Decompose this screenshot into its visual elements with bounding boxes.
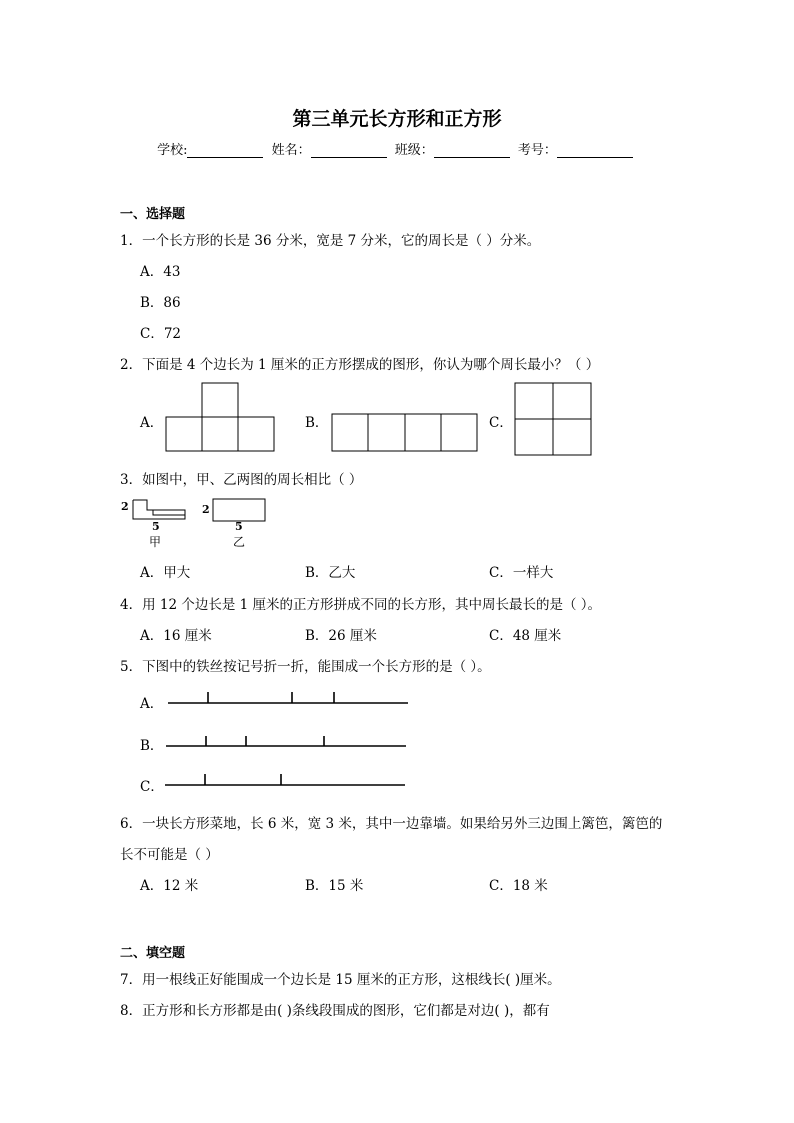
- q5-wire-a: [168, 690, 412, 706]
- section-choice-heading: 一、选择题: [120, 207, 186, 222]
- question-4: 4．用 12 个边长是 1 厘米的正方形拼成不同的长方形，其中周长最长的是（ ）。: [120, 597, 602, 613]
- square: [405, 414, 441, 451]
- q5-option-a[interactable]: A．: [140, 696, 164, 712]
- section-fill-heading: 二、填空题: [120, 946, 186, 961]
- square: [515, 383, 553, 419]
- q3-figure-jia: [131, 498, 189, 522]
- q1-option-c[interactable]: C．72: [140, 326, 182, 342]
- question-8: 8．正方形和长方形都是由( )条线段围成的图形，它们都是对边( )，都有: [120, 1003, 550, 1019]
- question-7: 7．用一根线正好能围成一个边长是 15 厘米的正方形，这根线长( )厘米。: [120, 972, 561, 988]
- q3-jia-width-label: 5: [152, 520, 160, 533]
- q3-option-b[interactable]: B．乙大: [305, 565, 356, 581]
- question-2: 2．下面是 4 个边长为 1 厘米的正方形摆成的图形，你认为哪个周长最小？（ ）: [120, 357, 600, 373]
- q2-option-a[interactable]: A．: [140, 415, 164, 431]
- q2-option-c[interactable]: C．: [489, 415, 513, 431]
- school-label: 学校:: [157, 143, 188, 158]
- square: [238, 417, 274, 451]
- square: [441, 414, 477, 451]
- q6-option-b[interactable]: B．15 米: [305, 878, 364, 894]
- school-blank[interactable]: [187, 143, 263, 158]
- q2-option-b[interactable]: B．: [305, 415, 329, 431]
- q2-figure-c: [514, 382, 592, 456]
- q3-yi-width-label: 5: [235, 520, 243, 533]
- q5-option-b[interactable]: B．: [140, 738, 164, 754]
- q6-option-c[interactable]: C．18 米: [489, 878, 548, 894]
- question-6-line-1: 6．一块长方形菜地，长 6 米，宽 3 米，其中一边靠墙。如果给另外三边围上篱笆，篱笆的: [120, 816, 663, 832]
- student-info-line: [0, 139, 794, 158]
- class-label: 班级：: [394, 143, 434, 158]
- q3-jia-name: 甲: [149, 535, 162, 549]
- q1-option-b[interactable]: B．86: [140, 295, 181, 311]
- page-title: 第三单元长方形和正方形: [292, 108, 502, 130]
- q5-wire-b: [166, 733, 410, 749]
- question-1: 1．一个长方形的长是 36 分米，宽是 7 分米，它的周长是（ ）分米。: [120, 233, 541, 249]
- question-5: 5．下图中的铁丝按记号折一折，能围成一个长方形的是（ ）。: [120, 659, 491, 675]
- square: [553, 419, 591, 455]
- square: [202, 383, 238, 417]
- name-label: 姓名：: [271, 143, 311, 158]
- square: [515, 419, 553, 455]
- q4-option-b[interactable]: B．26 厘米: [305, 628, 377, 644]
- q2-figure-b: [331, 413, 479, 453]
- q6-option-a[interactable]: A．12 米: [140, 878, 199, 894]
- class-blank[interactable]: [434, 143, 510, 158]
- q5-wire-c: [165, 772, 409, 788]
- q4-option-c[interactable]: C．48 厘米: [489, 628, 562, 644]
- question-6-line-2: 长不可能是（ ）: [120, 847, 219, 863]
- q4-option-a[interactable]: A．16 厘米: [140, 628, 212, 644]
- square: [553, 383, 591, 419]
- square: [332, 414, 368, 451]
- q3-option-a[interactable]: A．甲大: [140, 565, 191, 581]
- exam-no-label: 考号：: [517, 143, 557, 158]
- q3-yi-height-label: 2: [202, 503, 210, 516]
- q2-figure-a: [165, 383, 275, 453]
- exam-no-blank[interactable]: [557, 143, 633, 158]
- square: [202, 417, 238, 451]
- q3-option-c[interactable]: C．一样大: [489, 565, 554, 581]
- question-3: 3．如图中，甲、乙两图的周长相比（ ）: [120, 472, 363, 488]
- square: [368, 414, 405, 451]
- q3-yi-name: 乙: [233, 535, 246, 549]
- square: [166, 417, 202, 451]
- q5-option-c[interactable]: C．: [140, 779, 164, 795]
- q3-jia-height-label: 2: [121, 500, 129, 513]
- q1-option-a[interactable]: A．43: [140, 264, 181, 280]
- name-blank[interactable]: [311, 143, 387, 158]
